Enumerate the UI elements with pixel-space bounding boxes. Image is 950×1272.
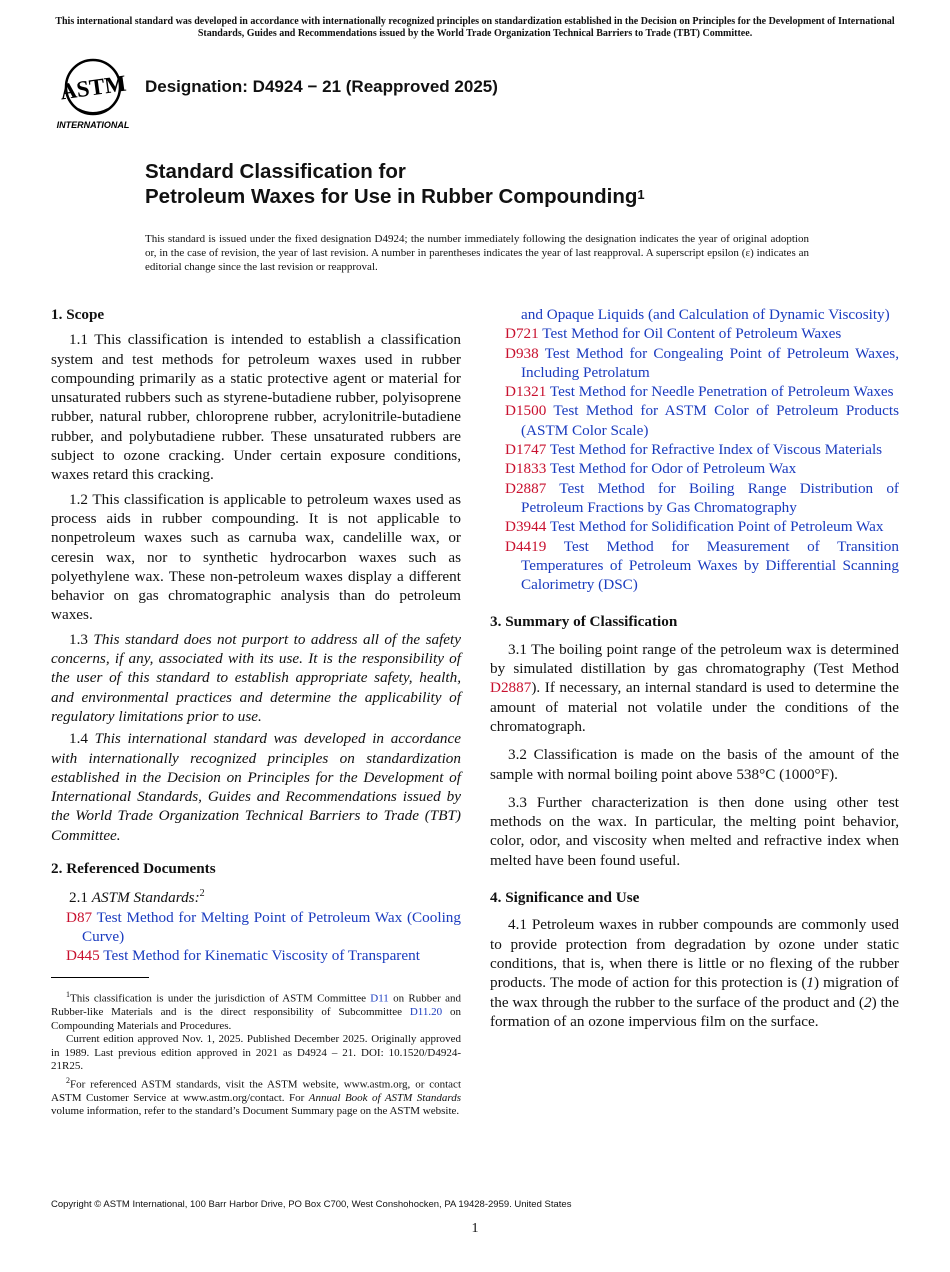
para-text: ). If necessary, an internal standard is used to determine the amount of material not volatile under the conditions of the chromatograph. [490,679,899,735]
para-number: 3.2 [508,746,527,764]
footnote-divider [51,977,149,978]
paragraph-3-2 [490,745,899,784]
document-title [145,159,645,209]
reference-title[interactable]: Test Method for Melting Point of Petroleum Wax (Cooling Curve) [82,908,461,945]
reference-code[interactable]: D4419 [505,537,547,555]
reference-code[interactable]: D87 [66,908,93,926]
reference-title[interactable]: Test Method for Congealing Point of Petroleum Waxes, Including Petrolatum [521,344,899,381]
para-text: Further characterization is then done using other test methods on the wax. In particular, the melting point behavior, color, odor, and viscosity when melted and refractive index when melted have been found useful. [490,793,899,869]
para-text: The boiling point range of the petroleum wax is determined by simulated distillation by gas chromatography (Test Method [490,640,899,678]
right-column [490,305,899,1036]
reference-d1747[interactable] [490,440,899,459]
title-line-2-text: Petroleum Waxes for Use in Rubber Compounding [145,185,638,208]
link-d11-20[interactable]: D11.20 [409,1006,443,1019]
title-footnote-mark: 1 [637,187,645,202]
footnote-text: This classification is under the jurisdiction of ASTM Committee [70,992,371,1005]
footnote-text: on Compounding Materials and Procedures. [51,1006,462,1032]
footnote-1 [51,988,461,1033]
paragraph-1-3 [51,630,461,726]
reference-code[interactable]: D1321 [505,383,547,401]
para-number: 2.1 [69,889,88,907]
page-number: 1 [471,1221,479,1236]
para-text: This classification is intended to establish a classification system and test methods for petroleum waxes used in rubber compounding primarily as a static protective agent or material for unsaturated rubbers such as styrene-butadiene rubber, polyisoprene rubber, natural rubber, chloroprene rubber, acrylonitrile-butadiene rubber, and polybutadiene rubber. These unsaturated rubbers are subject to ozone cracking. Under certain exposure conditions, waxes retard this cracking. [51,331,461,484]
para-text: ) the formation of an ozone impervious film on the surface. [490,993,899,1030]
title-line-2 [145,184,645,209]
reference-d87[interactable] [51,908,461,947]
reference-d3944[interactable] [490,517,899,536]
reference-d4419[interactable] [490,537,899,595]
para-text: Petroleum waxes in rubber compounds are commonly used to provide protection from degradation by ozone under static conditions, that is, when there is little or no flexing of the rubber products. The mode of action for this protection is ( [490,916,900,992]
logo-subtext: INTERNATIONAL [56,120,130,130]
section-heading-scope: 1. Scope [51,306,105,323]
paragraph-2-1 [51,884,461,907]
footnote-edition: Current edition approved Nov. 1, 2025. Published December 2025. Originally approved in 1989. Last previous edition approved in 2021 as D4924 – 21. DOI: 10.1520/D4924-21R25. [51,1033,461,1073]
para-text: Classification is made on the basis of the amount of the sample with normal boiling point above 538°C (1000°F). [490,746,899,783]
reference-d1500[interactable] [490,401,899,440]
reference-title[interactable]: Test Method for Odor of Petroleum Wax [549,460,797,478]
footnote-mark-2: 2 [199,888,205,900]
para-number: 3.1 [508,640,527,658]
astm-standards-label: ASTM Standards: [91,889,200,907]
reference-d2887[interactable] [490,479,899,518]
footnotes [51,988,461,1119]
top-notice: This international standard was developed in accordance with internationally recognized principles on standardization established in the Decision on Principles for the Development of International Standards, Guides and Recommendations issued by the World Trade Organization Technical Barriers to Trade (TBT) Committee. [55,16,895,39]
reference-d938[interactable] [490,344,899,383]
paragraph-1-2 [51,490,461,625]
section-heading-summary: 3. Summary of Classification [490,613,678,631]
reference-code[interactable]: D445 [66,947,100,965]
paragraph-1-1 [51,330,461,484]
reference-title[interactable]: Test Method for Measurement of Transition Temperatures of Petroleum Waxes by Differential Scanning Calorimetry (DSC) [521,537,899,594]
issue-note: This standard is issued under the fixed designation D4924; the number immediately following the designation indicates the year of original adoption or, in the case of revision, the year of last revision. A number in parentheses indicates the year of last reapproval. A superscript epsilon (ε) indicates an editorial change since the last revision or reapproval. [145,233,809,273]
para-number: 1.2 [69,490,88,508]
reference-code[interactable]: D938 [505,344,539,362]
reference-title[interactable]: Test Method for Solidification Point of Petroleum Wax [549,518,884,536]
reference-d721[interactable] [490,324,899,343]
designation: Designation: D4924 − 21 (Reapproved 2025) [145,77,498,96]
reference-code[interactable]: D2887 [505,479,547,497]
reference-title[interactable]: Test Method for Refractive Index of Viscous Materials [549,441,883,459]
reference-title[interactable]: Test Method for ASTM Color of Petroleum Products (ASTM Color Scale) [521,402,899,439]
reference-d445-continued[interactable] [490,305,899,324]
para-text: ) migration of the wax through the rubber to the surface of the product and ( [490,974,899,1011]
footnote-italic: Annual Book of ASTM Standards [308,1091,461,1104]
reference-code[interactable]: D3944 [505,518,547,536]
paragraph-3-3 [490,793,899,870]
section-heading-significance: 4. Significance and Use [490,889,640,907]
reference-title-part-1[interactable]: Test Method for Kinematic Viscosity of Transparent [103,947,420,965]
section-heading-referenced: 2. Referenced Documents [51,860,216,878]
reference-code[interactable]: D721 [505,325,539,343]
left-column [51,305,461,966]
footnote-mark: 2 [66,1075,70,1085]
link-d2887[interactable]: D2887 [490,679,532,697]
para-number: 1.3 [69,630,88,648]
footnote-text: For referenced ASTM standards, visit the ASTM website, www.astm.org, or contact ASTM Customer Service at www.astm.org/contact. For [51,1078,461,1104]
para-italic-2: 2 [863,993,872,1011]
para-number: 1.4 [69,730,88,748]
paragraph-4-1 [490,915,899,1031]
reference-title[interactable]: Test Method for Needle Penetration of Petroleum Waxes [549,383,894,401]
logo-letters: ASTM [58,70,128,105]
para-text-italic: This international standard was developed in accordance with internationally recognized principles on standardization established in the Decision on Principles for the Development of International Standards, Guides and Recommendations issued by the World Trade Organization Technical Barriers to Trade (TBT) Committee. [51,730,461,844]
reference-code[interactable]: D1747 [505,441,547,459]
para-number: 3.3 [508,793,527,811]
footnote-text: on Rubber and Rubber-like Materials and is the direct responsibility of Subcommittee [51,992,461,1019]
footnote-text: volume information, refer to the standard’s Document Summary page on the ASTM website. [51,1105,460,1118]
footnote-2 [51,1074,461,1119]
para-number: 4.1 [508,916,527,934]
paragraph-3-1 [490,640,899,736]
paragraph-1-4 [51,729,461,845]
link-d11[interactable]: D11 [370,992,389,1005]
para-text: This classification is applicable to petroleum waxes used as process aids in rubber compounding. It is not applicable to nonpetroleum waxes such as carnuba wax, candelille wax, or ceresin wax, nor to synthetic hydrocarbon waxes such as polyethylene wax. These non-petroleum waxes display a different behavior on gas chromatographic analysis than do petroleum waxes. [51,490,461,624]
astm-logo-mark [52,57,134,131]
reference-code[interactable]: D1500 [505,402,547,420]
footnote-mark: 1 [66,990,70,999]
reference-d445[interactable] [51,946,461,965]
reference-d1321[interactable] [490,382,899,401]
copyright: Copyright © ASTM International, 100 Barr Harbor Drive, PO Box C700, West Conshohocken, PA 19428-2959. United States [51,1199,572,1210]
para-number: 1.1 [69,331,88,349]
reference-code[interactable]: D1833 [505,460,547,478]
para-text-italic: This standard does not purport to address all of the safety concerns, if any, associated with its use. It is the responsibility of the user of this standard to establish appropriate safety, health, and environmental practices and determine the applicability of regulatory limitations prior to use. [51,630,462,725]
reference-title-part-2[interactable]: and Opaque Liquids (and Calculation of Dynamic Viscosity) [521,306,890,323]
reference-d1833[interactable] [490,459,899,478]
para-italic-1: 1 [806,974,814,992]
reference-title[interactable]: Test Method for Boiling Range Distribution of Petroleum Fractions by Gas Chromatography [521,479,899,516]
title-line-1: Standard Classification for [145,160,406,183]
reference-title[interactable]: Test Method for Oil Content of Petroleum Waxes [542,325,842,343]
astm-logo [52,57,134,131]
